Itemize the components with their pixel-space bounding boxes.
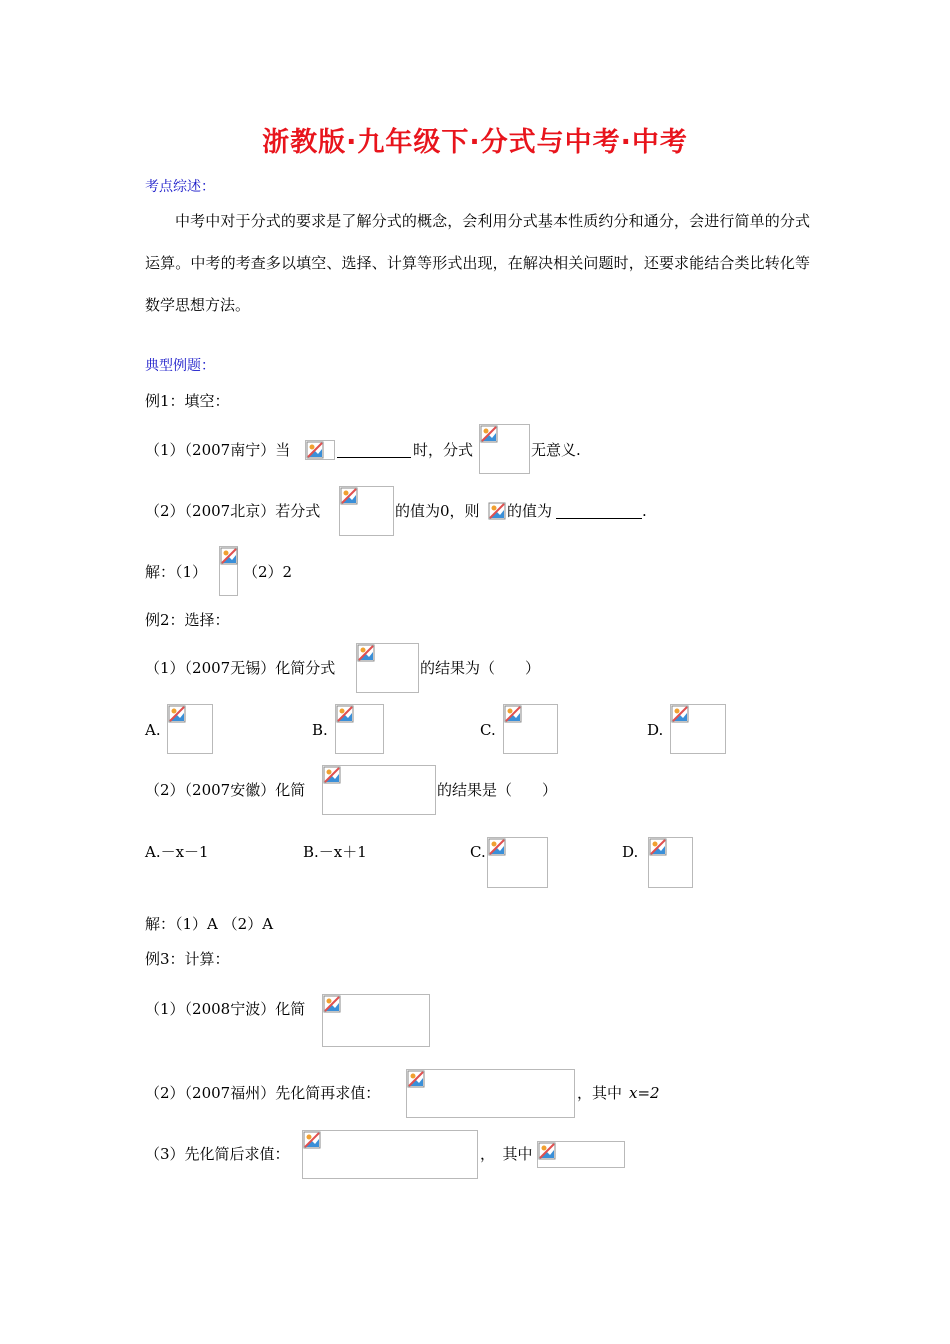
formula-image bbox=[503, 704, 558, 754]
ex2-q1-suffix: 的结果为（ ） bbox=[420, 659, 541, 677]
example-2-title: 例2：选择： bbox=[145, 611, 230, 629]
summary-heading: 考点综述： bbox=[145, 179, 215, 195]
broken-image-icon bbox=[407, 1070, 425, 1088]
ex3-q3-suffix: ， 其中 bbox=[480, 1145, 533, 1163]
broken-image-icon bbox=[671, 705, 689, 723]
formula-image bbox=[479, 424, 530, 474]
ex2-q2-suffix: 的结果是（ ） bbox=[437, 781, 558, 799]
broken-image-icon bbox=[504, 705, 522, 723]
example-3-title: 例3：计算： bbox=[145, 950, 230, 968]
broken-image-icon bbox=[649, 838, 667, 856]
ex3-q1-prefix: （1）（2008宁波）化简 bbox=[145, 1000, 306, 1018]
formula-image bbox=[488, 502, 506, 520]
option-label-d: D. bbox=[647, 721, 664, 739]
broken-image-icon bbox=[303, 1131, 321, 1149]
formula-image bbox=[487, 837, 548, 888]
summary-paragraph: 中考中对于分式的要求是了解分式的概念，会利用分式基本性质约分和通分，会进行简单的分式运算。中考的考查多以填空、选择、计算等形式出现，在解决相关问题时，还要求能结合类比转化等数学思想方法。 bbox=[145, 212, 810, 314]
formula-image bbox=[335, 704, 384, 754]
broken-image-icon bbox=[323, 766, 341, 784]
formula-image bbox=[537, 1141, 625, 1168]
broken-image-icon bbox=[220, 547, 238, 565]
option-b: B.－x＋1 bbox=[303, 843, 367, 861]
ex2-answer: 解：（1）A （2）A bbox=[145, 915, 274, 933]
formula-image bbox=[322, 994, 430, 1047]
ex1-q2-prefix: （2）（2007北京）若分式 bbox=[145, 502, 321, 520]
formula-image bbox=[305, 440, 335, 460]
option-label-c: C. bbox=[480, 721, 496, 739]
ex2-q2-prefix: （2）（2007安徽）化简 bbox=[145, 781, 306, 799]
broken-image-icon bbox=[488, 838, 506, 856]
ex3-q2-prefix: （2）（2007福州）先化简再求值： bbox=[145, 1084, 381, 1102]
ex2-q1-prefix: （1）（2007无锡）化简分式 bbox=[145, 659, 336, 677]
ex1-q1-suffix: 无意义. bbox=[531, 441, 581, 459]
broken-image-icon bbox=[480, 425, 498, 443]
answer-blank[interactable] bbox=[556, 502, 642, 519]
formula-image bbox=[356, 643, 419, 693]
formula-image bbox=[167, 704, 213, 754]
ex1-answer-prefix: 解：（1） bbox=[145, 563, 208, 581]
option-label-b: B. bbox=[312, 721, 328, 739]
broken-image-icon bbox=[336, 705, 354, 723]
formula-image bbox=[219, 546, 238, 596]
example-1-title: 例1：填空： bbox=[145, 392, 230, 410]
ex1-q1-mid: 时，分式 bbox=[413, 441, 474, 459]
formula-image bbox=[670, 704, 726, 754]
option-label-c: C. bbox=[470, 843, 486, 861]
answer-blank[interactable] bbox=[337, 441, 411, 458]
option-label-a: A. bbox=[145, 721, 161, 739]
formula-image bbox=[406, 1069, 575, 1118]
option-a: A.－x－1 bbox=[145, 843, 209, 861]
broken-image-icon bbox=[168, 705, 186, 723]
broken-image-icon bbox=[323, 995, 341, 1013]
examples-heading: 典型例题： bbox=[145, 358, 215, 374]
formula-image bbox=[322, 765, 436, 815]
ex1-q1-prefix: （1）（2007南宁）当 bbox=[145, 441, 291, 459]
formula-image bbox=[648, 837, 693, 888]
formula-image bbox=[302, 1130, 478, 1179]
ex3-q3-prefix: （3）先化简后求值： bbox=[145, 1145, 290, 1163]
ex3-q2-value: x=2 bbox=[629, 1084, 660, 1102]
ex1-q2-mid2: 的值为 bbox=[507, 502, 553, 520]
ex1-answer-suffix: （2）2 bbox=[243, 563, 293, 581]
option-label-d: D. bbox=[622, 843, 639, 861]
broken-image-icon bbox=[306, 441, 324, 459]
ex1-q2-suffix: . bbox=[642, 502, 647, 520]
page-title: 浙教版·九年级下·分式与中考·中考 bbox=[262, 127, 688, 158]
ex3-q2-suffix: ，其中 bbox=[577, 1084, 623, 1102]
ex1-q2-mid: 的值为0，则 bbox=[395, 502, 480, 520]
broken-image-icon bbox=[538, 1142, 556, 1160]
broken-image-icon bbox=[340, 487, 358, 505]
formula-image bbox=[339, 486, 394, 536]
broken-image-icon bbox=[357, 644, 375, 662]
broken-image-icon bbox=[488, 502, 506, 520]
